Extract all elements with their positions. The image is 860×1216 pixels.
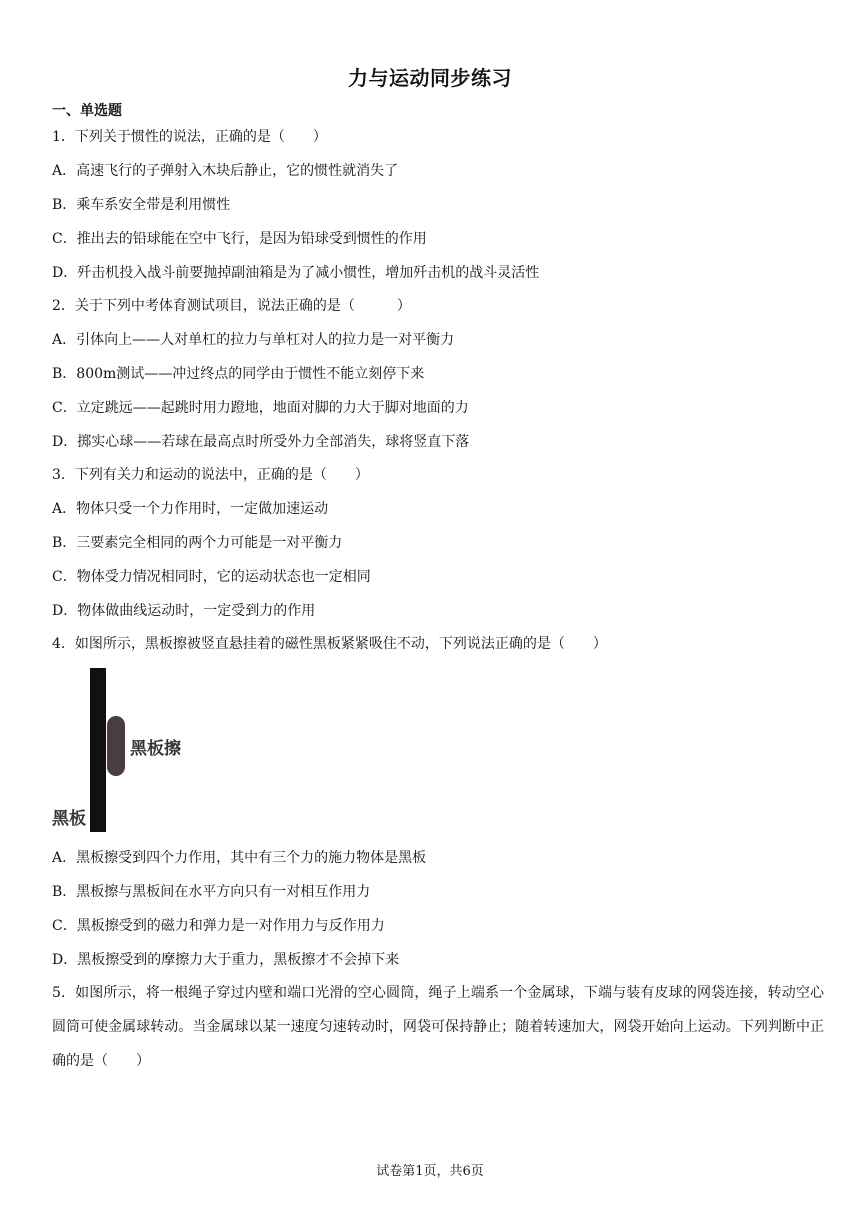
question-2-option-a: A．引体向上——人对单杠的拉力与单杠对人的拉力是一对平衡力 (52, 332, 455, 348)
question-4-option-d: D．黑板擦受到的摩擦力大于重力，黑板擦才不会掉下来 (52, 952, 400, 968)
section-heading: 一、单选题 (52, 103, 122, 119)
question-4-option-c: C．黑板擦受到的磁力和弹力是一对作用力与反作用力 (52, 918, 385, 934)
page-title: 力与运动同步练习 (348, 66, 512, 90)
eraser-shape (107, 716, 125, 776)
question-4-option-b: B．黑板擦与黑板间在水平方向只有一对相互作用力 (52, 884, 371, 900)
blackboard-shape (90, 668, 106, 832)
page-footer: 试卷第1页，共6页 (376, 1164, 484, 1179)
question-2-option-b: B．800m测试——冲过终点的同学由于惯性不能立刻停下来 (52, 366, 425, 382)
question-3-option-d: D．物体做曲线运动时，一定受到力的作用 (52, 603, 316, 619)
question-3-option-b: B．三要素完全相同的两个力可能是一对平衡力 (52, 535, 343, 551)
question-3-option-c: C．物体受力情况相同时，它的运动状态也一定相同 (52, 569, 371, 585)
question-4-stem: 4．如图所示，黑板擦被竖直悬挂着的磁性黑板紧紧吸住不动，下列说法正确的是（ ） (52, 636, 607, 652)
blackboard-figure (50, 666, 200, 834)
question-1-option-c: C．推出去的铅球能在空中飞行，是因为铅球受到惯性的作用 (52, 231, 427, 247)
eraser-label: 黑板擦 (130, 739, 181, 758)
question-2-stem: 2．关于下列中考体育测试项目，说法正确的是（ ） (52, 298, 411, 314)
question-2-option-c: C．立定跳远——起跳时用力蹬地，地面对脚的力大于脚对地面的力 (52, 400, 469, 416)
question-3-option-a: A．物体只受一个力作用时，一定做加速运动 (52, 501, 329, 517)
question-4-option-a: A．黑板擦受到四个力作用，其中有三个力的施力物体是黑板 (52, 850, 427, 866)
question-1-stem: 1．下列关于惯性的说法，正确的是（ ） (52, 129, 327, 145)
question-2-option-d: D．掷实心球——若球在最高点时所受外力全部消失，球将竖直下落 (52, 434, 470, 450)
question-1-option-b: B．乘车系安全带是利用惯性 (52, 197, 231, 213)
question-1-option-d: D．歼击机投入战斗前要抛掉副油箱是为了减小惯性，增加歼击机的战斗灵活性 (52, 265, 540, 281)
question-3-stem: 3．下列有关力和运动的说法中，正确的是（ ） (52, 467, 369, 483)
board-label: 黑板 (52, 809, 86, 828)
question-1-option-a: A．高速飞行的子弹射入木块后静止，它的惯性就消失了 (52, 163, 399, 179)
question-5-stem: 5．如图所示，将一根绳子穿过内壁和端口光滑的空心圆筒，绳子上端系一个金属球，下端与装有皮球的网袋连接，转动空心圆筒可使金属球转动。当金属球以某一速度匀速转动时，网袋可保持静止；随着转速加大，网袋开始向上运动。下列判断中正确的是（ ） (52, 985, 824, 1069)
